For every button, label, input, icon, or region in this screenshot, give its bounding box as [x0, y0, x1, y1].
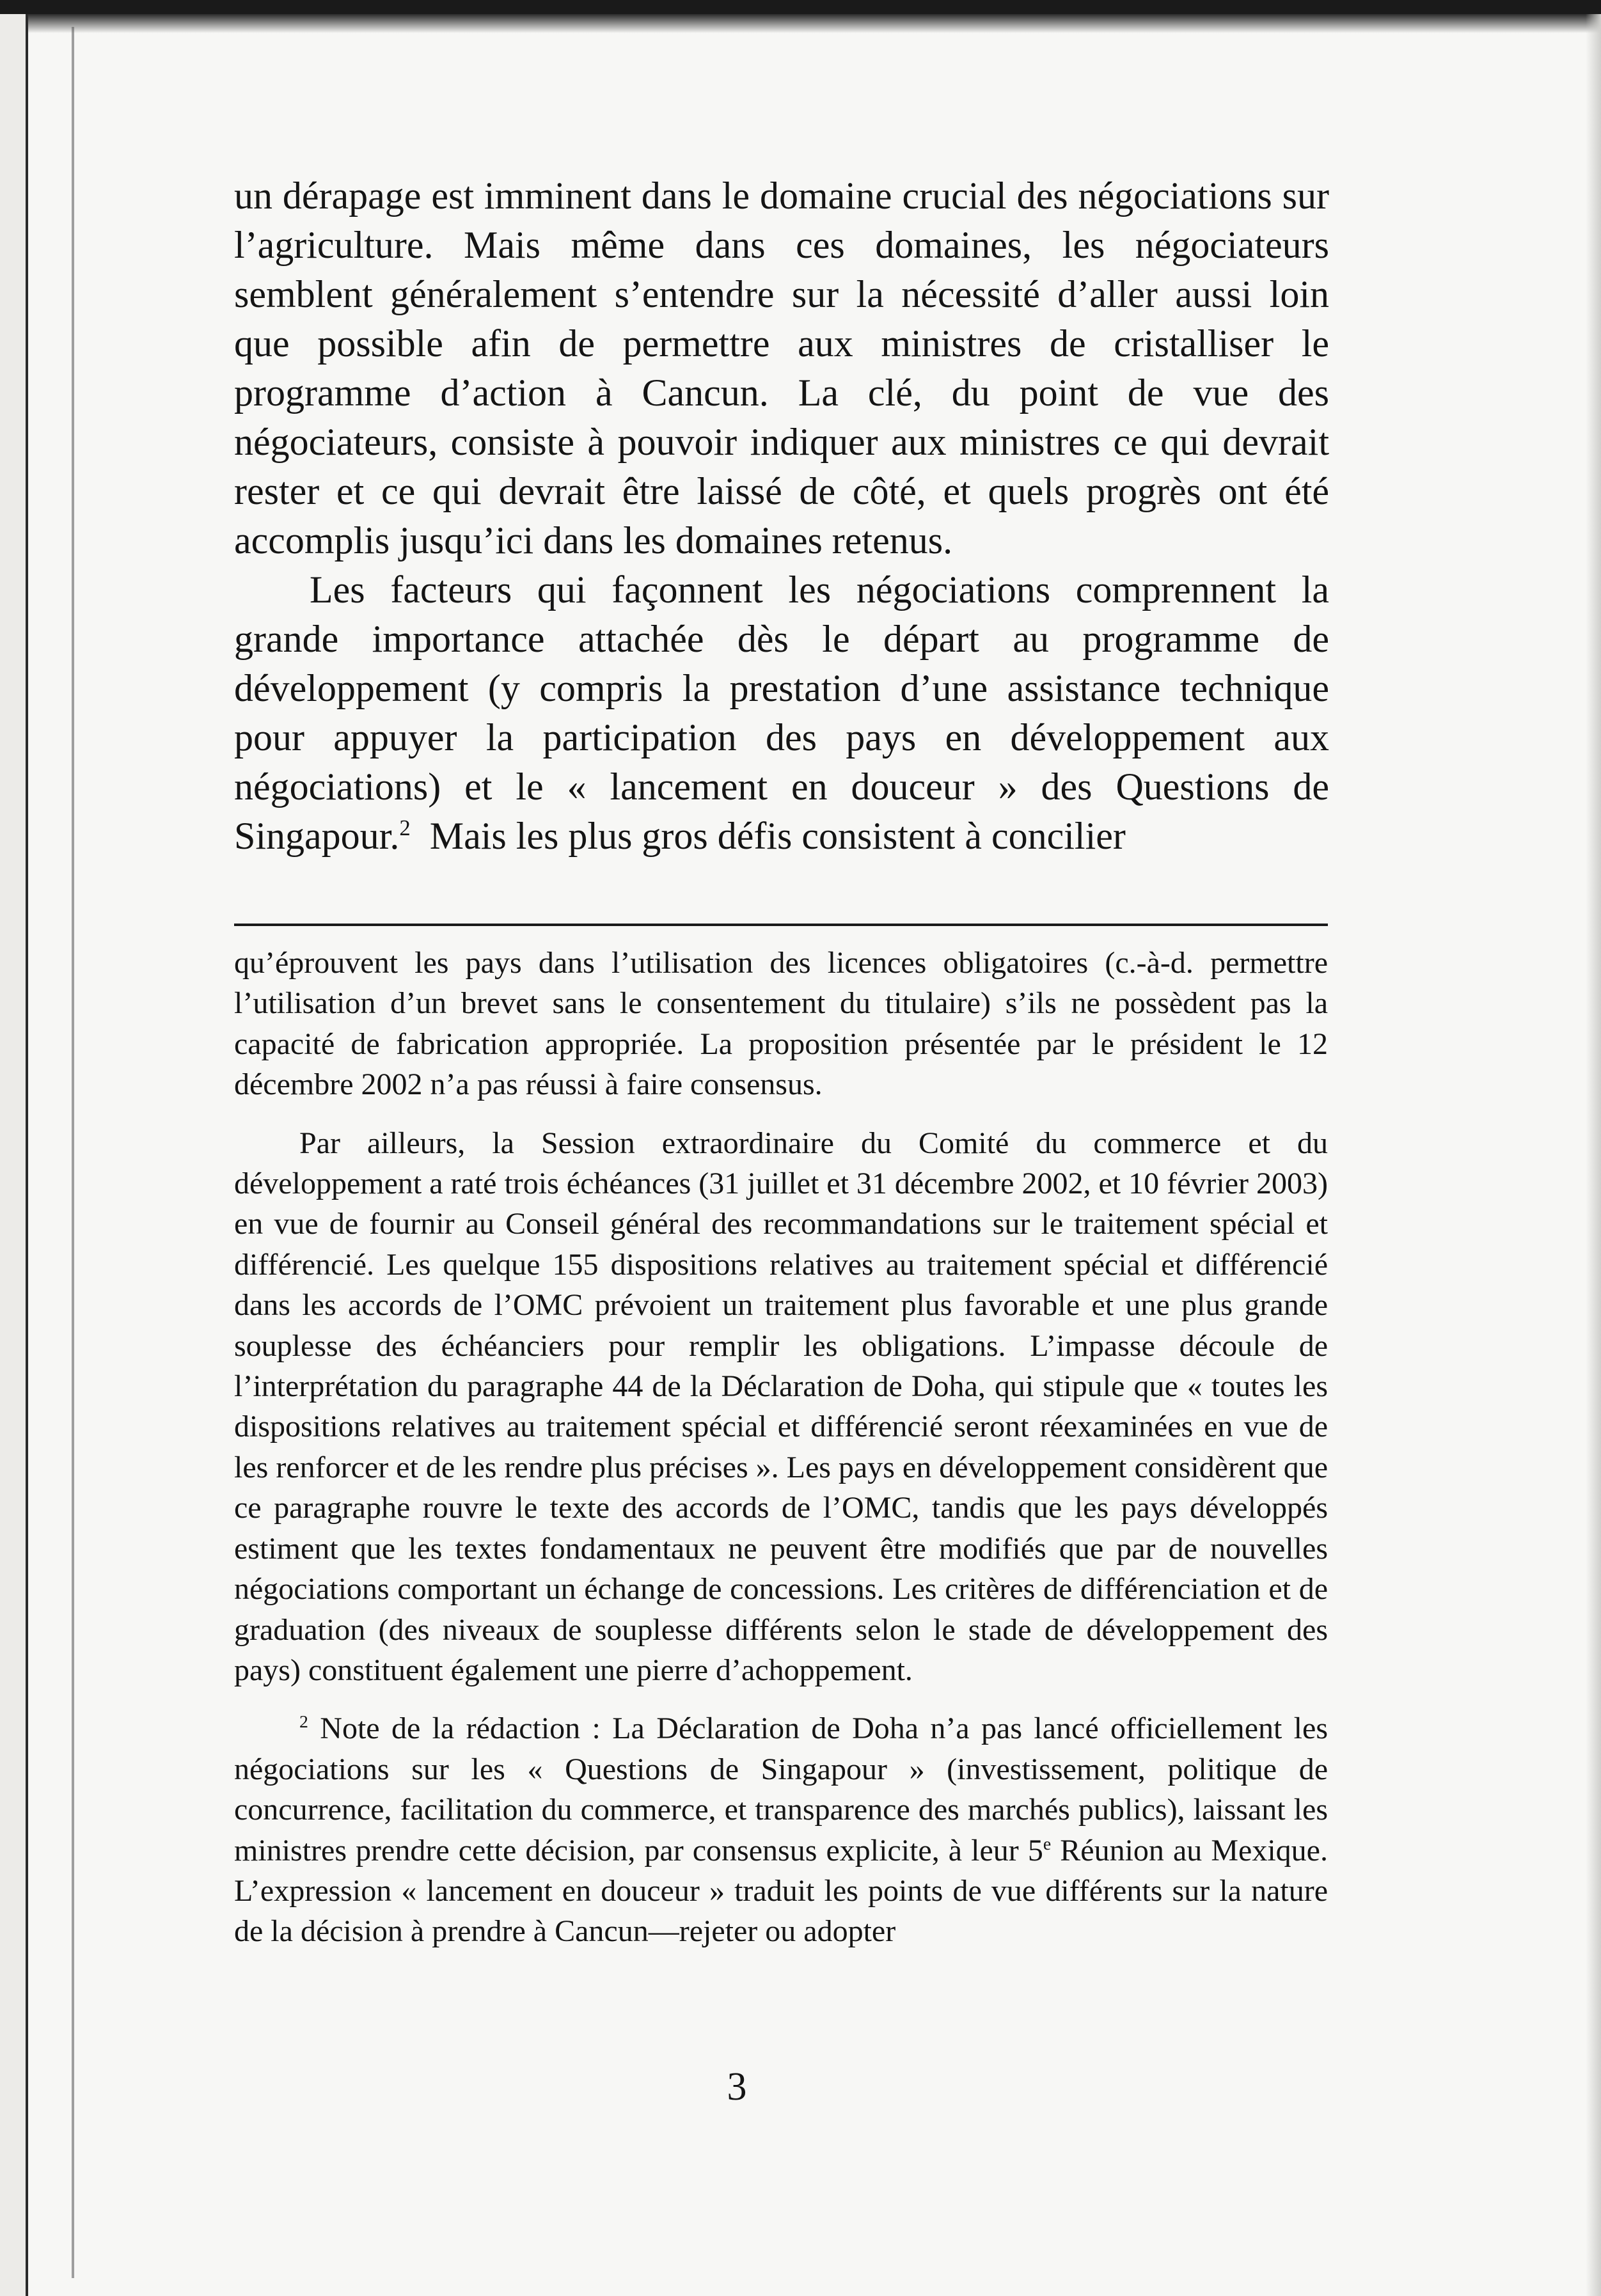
footnote-paragraph: Par ailleurs, la Session extraordinaire du Comité du commerce et du développement a raté trois échéances (31 juillet et 31 décembre 2002, et 10 février 2003) en vue de fournir au Conseil général des recommandations sur le traitement spécial et différencié. Les quelque 155 dispositions relatives au traitement spécial et différencié dans les accords de l’OMC prévoient un traitement plus favorable et une plus grande souplesse des échéanciers pour remplir les obligations. L’impasse découle de l’interprétation du paragraphe 44 de la Déclaration de Doha, qui stipule que « toutes les dispositions relatives au traitement spécial et différencié seront réexaminées en vue de les renforcer et de les rendre plus précises ». Les pays en développement considèrent que ce paragraphe rouvre le texte des accords de l’OMC, tandis que les pays développés estiment que les textes fondamentaux ne peuvent être modifiés que par de nouvelles négociations comportant un échange de concessions. Les critères de différenciation et de graduation (des niveaux de souplesse différents selon le stade de développement des pays) constituent également une pierre d’achoppement.: [234, 1126, 1328, 1687]
body-paragraph-2-text: Les facteurs qui façonnent les négociations comprennent la grande importance attachée dès le départ au programme de développement (y compris la prestation d’une assistance technique pour appuyer la participation des pays en développement aux négociations) et le « lancement en douceur » des Questions de Singapour.: [234, 569, 1329, 857]
binding-edge: [0, 14, 28, 2296]
footnote-number: 2: [299, 1712, 308, 1733]
scan-right-edge: [1586, 14, 1601, 2296]
footnote-reference-2: 2: [399, 815, 411, 840]
footnote-2: [234, 1708, 1328, 1951]
footnotes: [234, 943, 1328, 1952]
footnote-2-text-end: Réunion au Mexique. L’expression « lancement en douceur » traduit les points de vue différents sur la nature de la décision à prendre à Cancun—rejeter ou adopter: [234, 1833, 1328, 1949]
body-paragraph-2: [234, 565, 1329, 861]
scan-top-shadow: [0, 14, 1601, 33]
main-text: [234, 171, 1329, 861]
binding-line: [72, 27, 74, 2278]
page-number: 3: [727, 2065, 747, 2109]
body-paragraph-1: un dérapage est imminent dans le domaine crucial des négociations sur l’agriculture. Mais même dans ces domaines, les négociateurs semblent généralement s’entendre sur la nécessité d’aller aussi loin que possible afin de permettre aux ministres de cristalliser le programme d’action à Cancun. La clé, du point de vue des négociateurs, consiste à pouvoir indiquer aux ministres ce qui devrait rester et ce qui devrait être laissé de côté, et quels progrès ont été accomplis jusqu’ici dans les domaines retenus.: [234, 175, 1329, 562]
body-paragraph-2-tail: Mais les plus gros défis consistent à concilier: [429, 815, 1126, 857]
footnote-2-text-start: Note de la rédaction : La Déclaration de Doha n’a pas lancé officiellement les négociations sur les « Questions de Singapour » (investissement, politique de concurrence, facilitation du commerce, et transparence des marchés publics), laissant les ministres prendre cette décision, par consensus explicite, à leur 5: [234, 1711, 1329, 1867]
footnote-separator: [234, 924, 1328, 926]
ordinal-superscript: e: [1043, 1834, 1052, 1854]
footnote-continuation: qu’éprouvent les pays dans l’utilisation des licences obligatoires (c.-à-d. permettre l’utilisation d’un brevet sans le consentement du titulaire) s’ils ne possèdent pas la capacité de fabrication appropriée. La proposition présentée par le président le 12 décembre 2002 n’a pas réussi à faire consensus.: [234, 946, 1328, 1102]
